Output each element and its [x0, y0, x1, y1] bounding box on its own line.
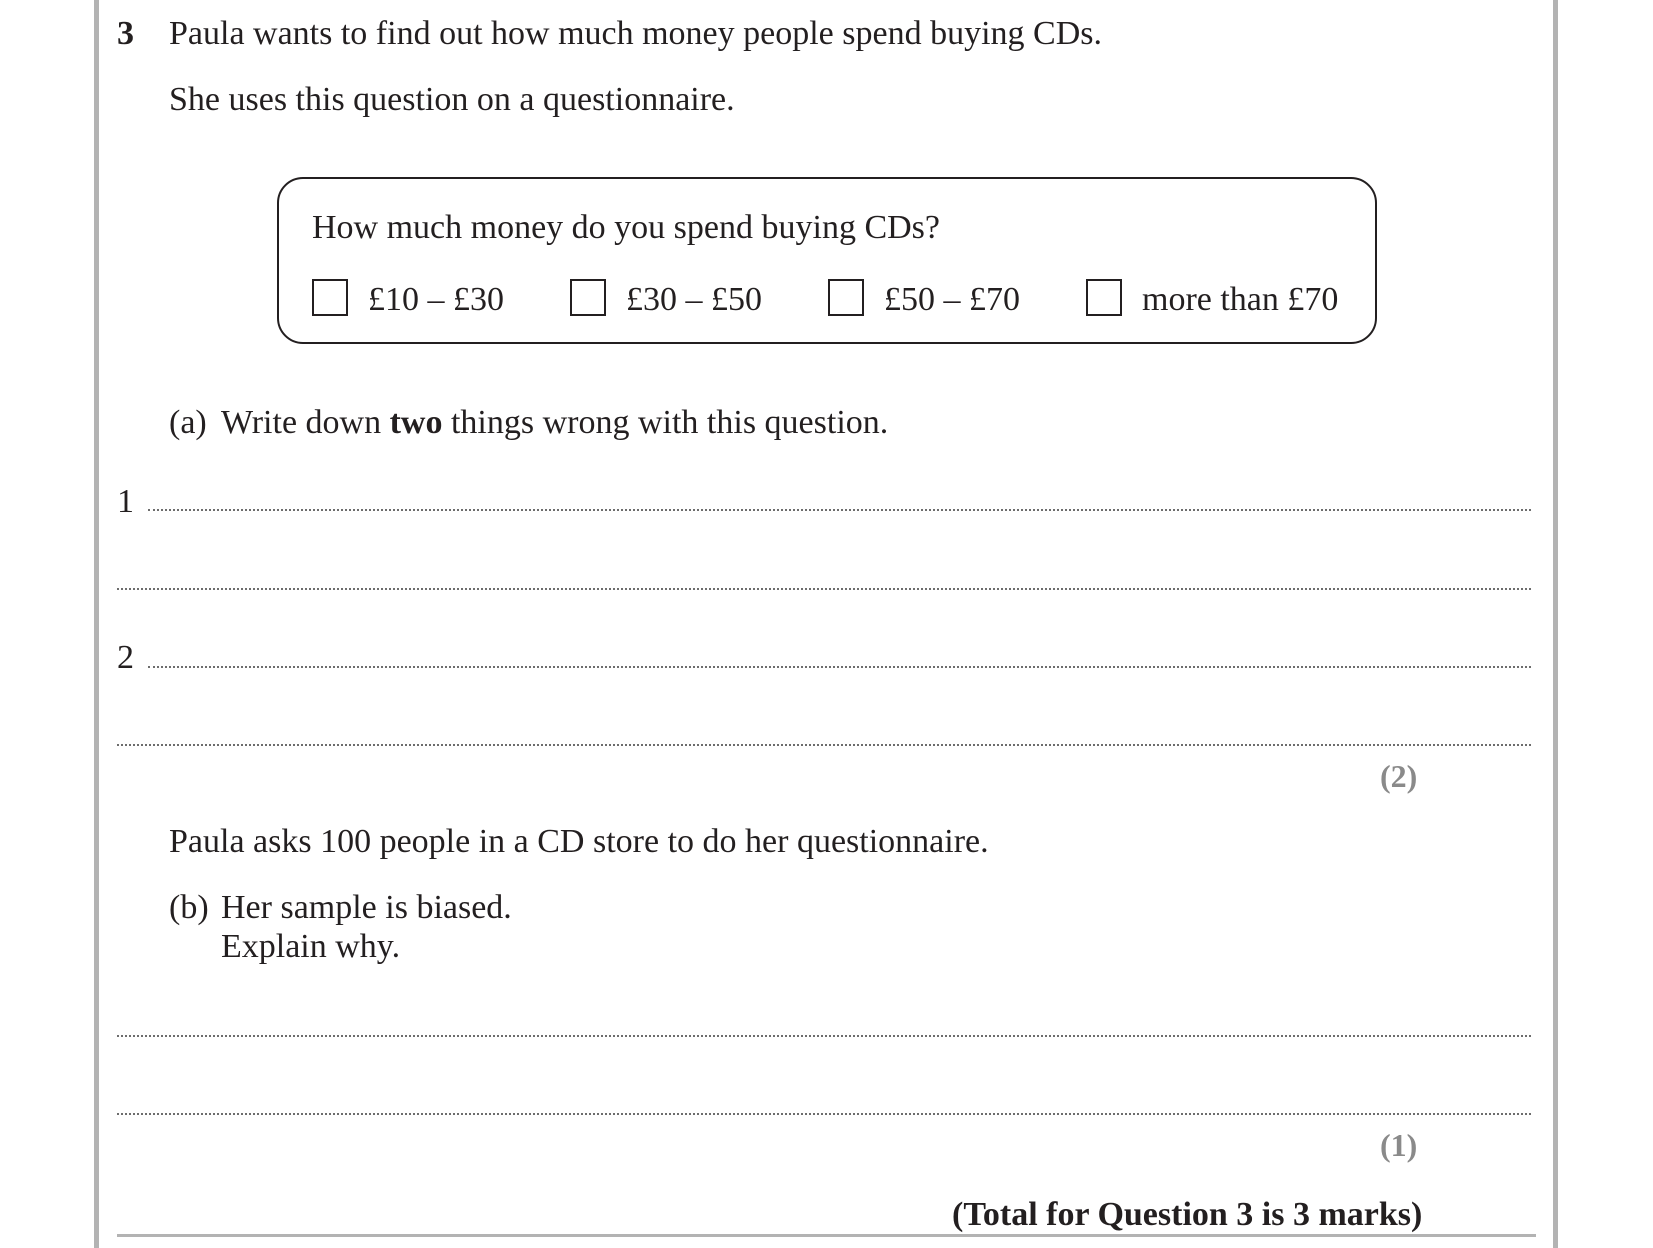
bottom-rule [117, 1234, 1536, 1237]
question-total: (Total for Question 3 is 3 marks) [952, 1196, 1423, 1233]
part-b-line-2: Explain why. [221, 928, 401, 965]
answer-line-b1[interactable] [117, 1035, 1531, 1037]
option-checkbox-2[interactable] [570, 279, 606, 316]
part-a-text-before: Write down [221, 404, 390, 441]
context-text: Paula asks 100 people in a CD store to do her questionnaire. [169, 823, 989, 860]
part-a-text-after: things wrong with this question. [442, 404, 889, 441]
question-lead: She uses this question on a questionnaire. [169, 81, 735, 118]
part-a-emphasis: two [389, 404, 443, 441]
option-label-1: £10 – £30 [368, 281, 504, 318]
question-number: 3 [117, 15, 134, 52]
part-b-marks: (1) [1380, 1127, 1418, 1163]
answer-line-a1[interactable] [148, 509, 1531, 511]
part-b-line-1: Her sample is biased. [221, 889, 512, 926]
answer-line-b2[interactable] [117, 1113, 1531, 1115]
answer-line-a2[interactable] [117, 588, 1531, 590]
part-a-instruction [221, 403, 888, 443]
answer-line-a4[interactable] [117, 744, 1531, 746]
part-b-label: (b) [169, 889, 209, 926]
option-label-4: more than £70 [1142, 281, 1339, 318]
part-a-label: (a) [169, 404, 207, 441]
option-checkbox-3[interactable] [828, 279, 864, 316]
option-label-3: £50 – £70 [884, 281, 1020, 318]
answer-line-number-1: 1 [117, 483, 134, 520]
left-margin-line [94, 0, 99, 1248]
answer-line-number-2: 2 [117, 639, 134, 676]
question-intro: Paula wants to find out how much money people spend buying CDs. [169, 15, 1103, 52]
questionnaire-prompt: How much money do you spend buying CDs? [312, 209, 941, 246]
option-checkbox-4[interactable] [1086, 279, 1122, 316]
answer-line-a3[interactable] [148, 666, 1531, 668]
right-margin-line [1553, 0, 1558, 1248]
option-checkbox-1[interactable] [312, 279, 348, 316]
option-label-2: £30 – £50 [626, 281, 762, 318]
part-a-marks: (2) [1380, 758, 1418, 794]
